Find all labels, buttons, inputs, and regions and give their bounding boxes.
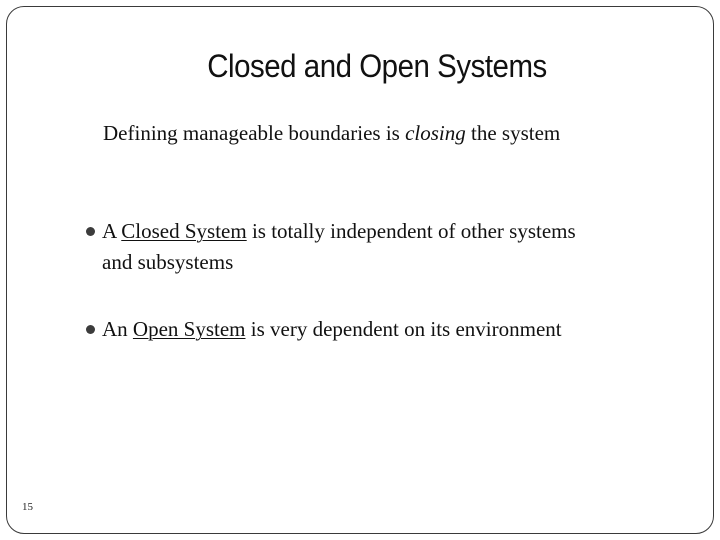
bullet-lead: A [102,219,122,243]
slide-title: Closed and Open Systems [207,48,547,84]
subtitle-text-after: the system [465,121,561,145]
bullet-line [86,314,686,345]
bullet-text: is very dependent on its environment [245,317,562,341]
subtitle-text-before: Defining manageable boundaries is [103,121,406,145]
bullet-dot-icon [86,325,95,334]
closed-system-term: Closed System [121,219,247,243]
bullet-line [86,216,686,247]
bullet-lead: An [102,317,133,341]
subtitle-emphasis: closing [405,121,466,145]
bullet-dot-icon [86,227,95,236]
page-number: 15 [22,501,33,513]
bullet-closed-system [86,216,686,278]
bullet-open-system [86,314,686,345]
slide-subtitle [103,121,560,146]
bullet-text: is totally independent of other systems [246,219,576,243]
bullet-line-continuation: and subsystems [102,250,234,274]
open-system-term: Open System [132,317,246,341]
